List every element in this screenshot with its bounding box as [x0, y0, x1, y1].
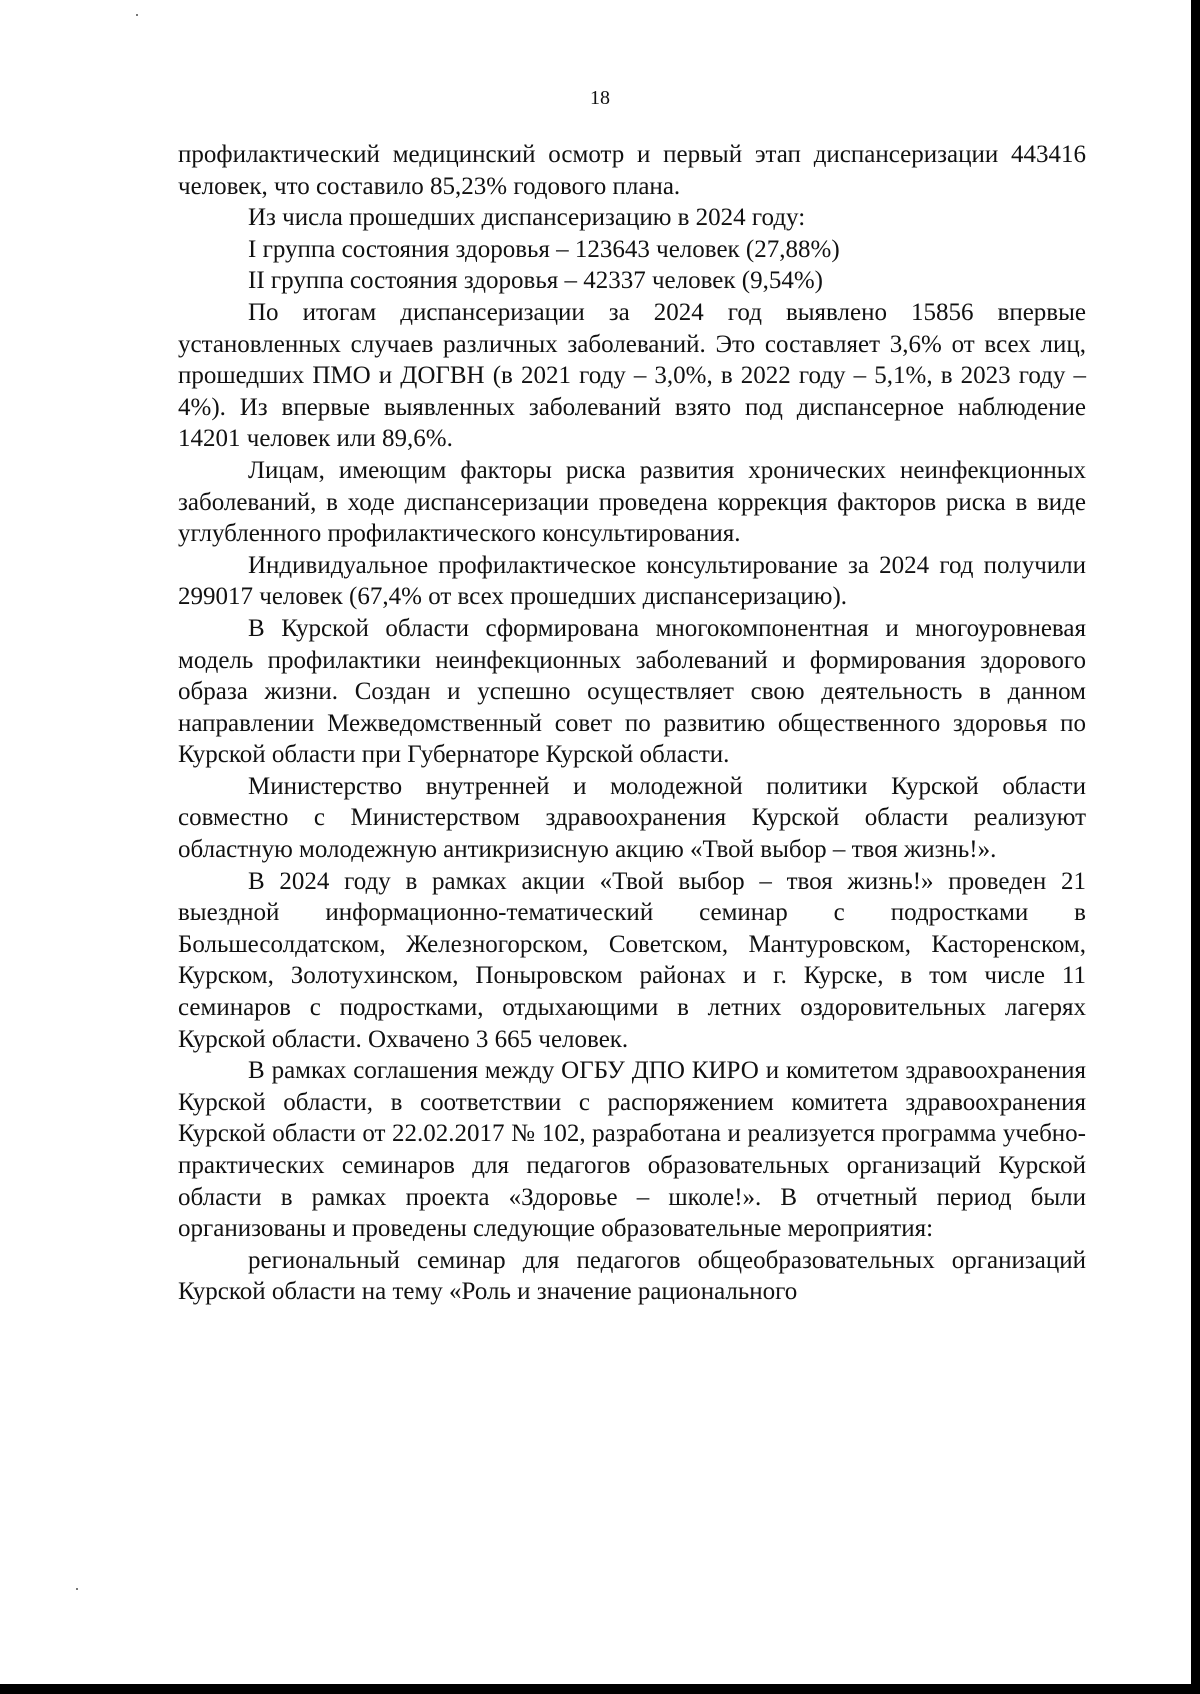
scan-edge-right — [1191, 0, 1200, 1694]
paragraph-screening-results: По итогам диспансеризации за 2024 год выявлено 15856 впервые установленных случаев различных заболеваний. Это составляет 3,6% от всех лиц, прошедших ПМО и ДОГВН (в 2021 году – 3,0%, в 2022 году – 5,1%, в 2023 году – 4%). Из впервые выявленных заболеваний взято под диспансерное наблюдение 14201 человек или 89,6%. — [178, 298, 1086, 453]
scan-speck — [76, 1588, 78, 1590]
paragraph-screening-total: профилактический медицинский осмотр и первый этап диспансеризации 443416 человек, что составило 85,23% годового плана. — [178, 141, 1086, 200]
page-number: 18 — [590, 87, 610, 109]
paragraph-health-group-2: II группа состояния здоровья – 42337 человек (9,54%) — [248, 267, 823, 295]
paragraph-teacher-seminars: В рамках соглашения между ОГБУ ДПО КИРО и комитетом здравоохранения Курской области, в соответствии с распоряжением комитета здравоохранения Курской области от 22.02.2017 № 102, разработана и реализуется программа учебно-практических семинаров для педагогов образовательных организаций Курской области в рамках проекта «Здоровье – школе!». В отчетный период были организованы и проведены следующие образовательные мероприятия: — [178, 1057, 1086, 1243]
paragraph-individual-counseling: Индивидуальное профилактическое консультирование за 2024 год получили 299017 человек (67,4% от всех прошедших диспансеризацию). — [178, 551, 1086, 611]
scan-speck — [136, 14, 138, 16]
paragraph-screened-intro: Из числа прошедших диспансеризацию в 2024 году: — [248, 204, 806, 232]
paragraph-health-group-1: I группа состояния здоровья – 123643 человек (27,88%) — [248, 235, 840, 263]
document-body — [178, 139, 1086, 1308]
scan-edge-bottom — [0, 1684, 1200, 1694]
paragraph-youth-campaign: Министерство внутренней и молодежной политики Курской области совместно с Министерством здравоохранения Курской области реализуют областную молодежную антикризисную акцию «Твой выбор – твоя жизнь!». — [178, 772, 1086, 864]
paragraph-prevention-model: В Курской области сформирована многокомпонентная и многоуровневая модель профилактики неинфекционных заболеваний и формирования здорового образа жизни. Создан и успешно осуществляет свою деятельность в данном направлении Межведомственный совет по развитию общественного здоровья по Курской области при Губернаторе Курской области. — [178, 614, 1086, 769]
paragraph-regional-seminar: региональный семинар для педагогов общеобразовательных организаций Курской области на тему «Роль и значение рационального — [178, 1246, 1086, 1306]
paragraph-campaign-seminars: В 2024 году в рамках акции «Твой выбор – твоя жизнь!» проведен 21 выездной информационно-тематический семинар с подростками в Большесолдатском, Железногорском, Советском, Мантуровском, Касторенском, Курском, Золотухинском, Поныровском районах и г. Курске, в том числе 11 семинаров с подростками, отдыхающими в летних оздоровительных лагерях Курской области. Охвачено 3 665 человек. — [178, 867, 1086, 1053]
paragraph-risk-correction: Лицам, имеющим факторы риска развития хронических неинфекционных заболеваний, в ходе диспансеризации проведена коррекция факторов риска в виде углубленного профилактического консультирования. — [178, 456, 1086, 548]
